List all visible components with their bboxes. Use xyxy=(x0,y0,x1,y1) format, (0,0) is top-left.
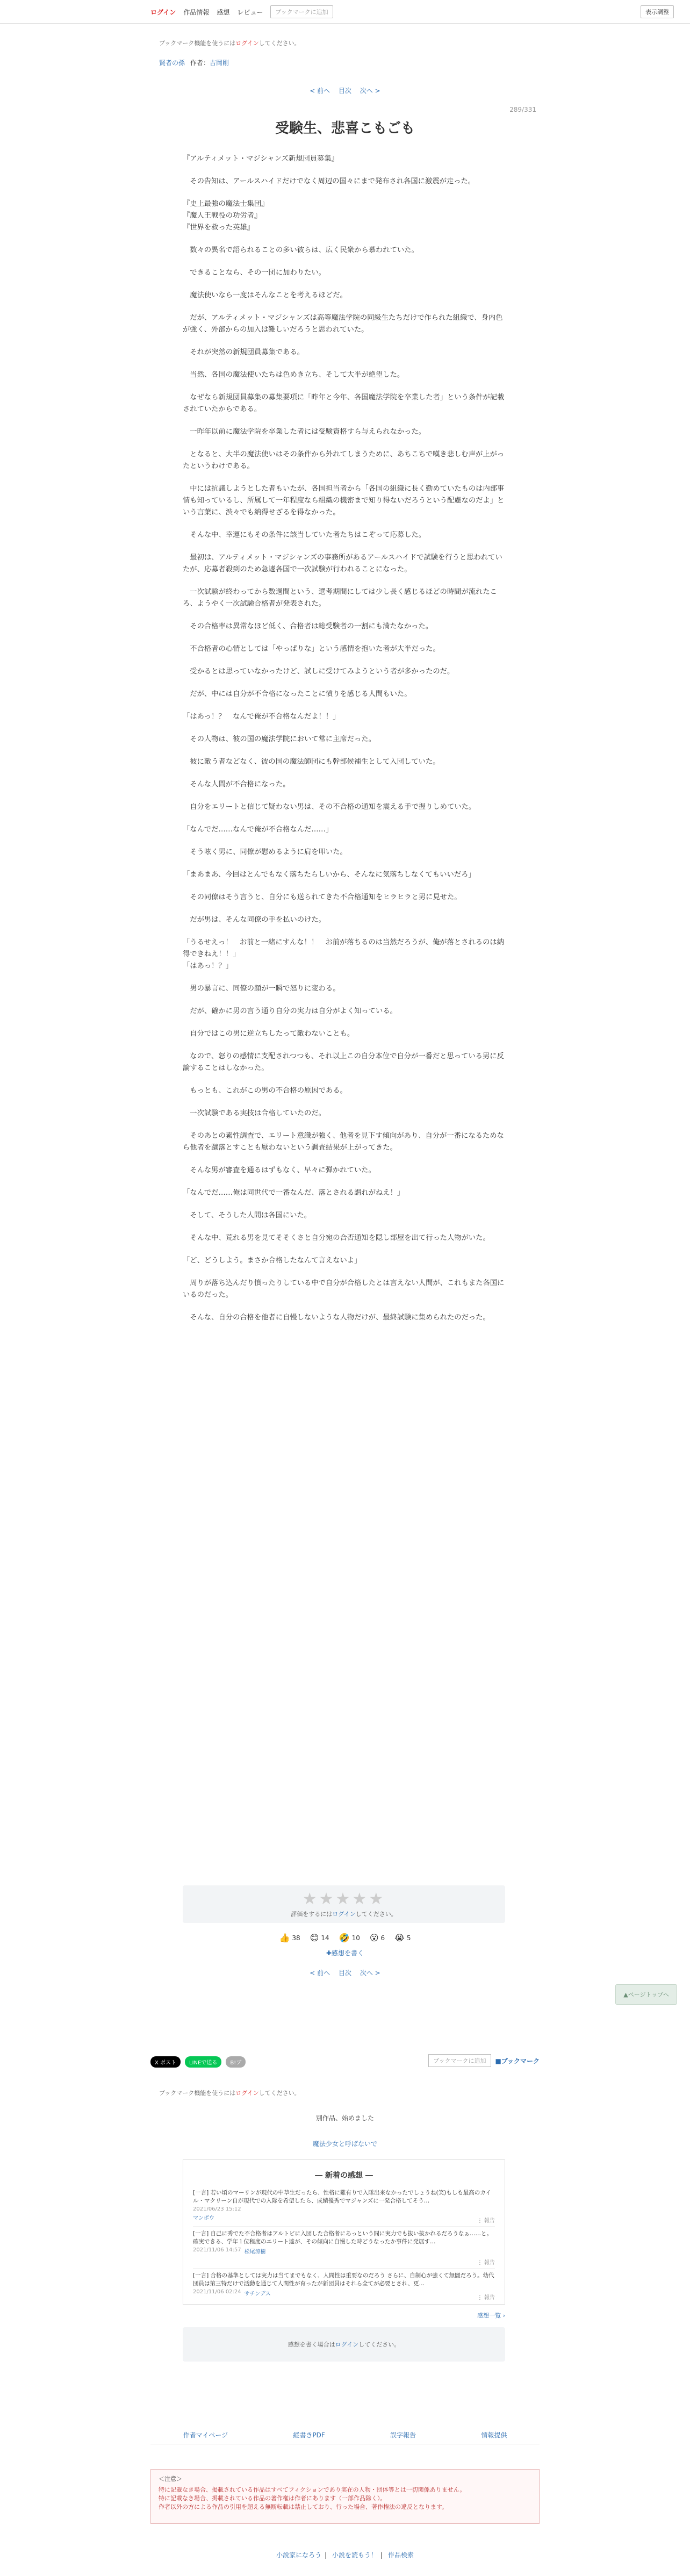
vertical-pdf-link[interactable]: 縦書きPDF xyxy=(293,2431,325,2439)
recent-impressions-box xyxy=(183,2159,505,2305)
next-episode-link-bottom[interactable]: 次へ > xyxy=(360,1969,380,1977)
impression-text[interactable]: [一言] 若い頃のマーリンが現代の中草生だったら、性格に難有りで入隊出来なかったでしょうね(笑)もしも最高のカイル・マクリーン自が現代での入隊を希望したら、成績優秀でマジャンズに一発合格してそう… xyxy=(193,2190,491,2204)
impression-item: [一言] 合格の基準としては実力は当てまでもなく、人間性は重要なのだろう さらに、自制心が強くて無闇だろう。幼代団員は第三特だけで活動を通じて人間性が育ったが新団員はそれら全てが必要とされ、更… 2021/11/06 02:24 サチンデス ⋮ 報告 xyxy=(193,2272,495,2301)
bookmark-row xyxy=(428,2054,540,2067)
body-paragraph: もっとも、これがこの男の不合格の原因である。 xyxy=(183,1087,347,1095)
author-link[interactable]: 吉岡剛 xyxy=(210,59,229,67)
body-paragraph: 『アルティメット・マジシャンズ新規団員募集』 xyxy=(183,155,339,163)
body-paragraph: 周りが落ち込んだり憤ったりしている中で自分が合格したとは言えない人間が、これもまた各国にいるのだった。 xyxy=(183,1279,505,1299)
footer-link-search[interactable]: 作品検索 xyxy=(387,2551,414,2559)
body-paragraph: その同僚はそう言うと、自分にも送られてきた不合格通知をヒラヒラと男に見せた。 xyxy=(183,893,462,901)
body-paragraph: だが、確かに男の言う通り自分の実力は自分がよく知っている。 xyxy=(183,1007,397,1015)
body-paragraph: 自分ではこの男に逆立ちしたって敵わないことも。 xyxy=(183,1030,355,1038)
body-paragraph: その合格率は異常なほど低く、合格者は総受験者の一割にも満たなかった。 xyxy=(183,622,433,630)
body-paragraph: 受かるとは思っていなかったけど、試しに受けてみようという者が多かったのだ。 xyxy=(183,668,455,676)
body-paragraph: だが、中には自分が不合格になったことに憤りを感じる人間もいた。 xyxy=(183,690,412,698)
typo-report-link[interactable]: 誤字報告 xyxy=(390,2431,416,2439)
body-paragraph: そんな人間が不合格になった。 xyxy=(183,780,290,788)
share-x-button[interactable]: X ポスト xyxy=(150,2056,181,2068)
related-work-link[interactable]: 魔法少女と呼ばないで xyxy=(312,2140,377,2148)
body-paragraph: 一昨年以前に魔法学院を卒業した者には受験資格すら与えられなかった。 xyxy=(183,428,426,436)
body-paragraph: その人物は、彼の国の魔法学院において常に主席だった。 xyxy=(183,735,376,743)
info-report-link[interactable]: 情報提供 xyxy=(481,2431,507,2439)
cry-icon: 😭 xyxy=(394,1933,405,1943)
copyright-notice: ＜注意＞ 特に記載なき場合、掲載されている作品はすべてフィクションであり実在の人物・団体等とは一切関係ありません。 特に記載なき場合、掲載されている作品の著作権は作者にあります（一部作品除く）。 作者以外の方による作品の引用を超える無断転載は禁止しており、行った場合、著作権法の違反となります。 xyxy=(150,2469,540,2524)
top-navigation-bar xyxy=(0,0,690,24)
nav-work-info[interactable]: 作品情報 xyxy=(183,8,210,16)
rating-login-link[interactable]: ログイン xyxy=(332,1911,356,1918)
body-paragraph: そんな、自分の合格を他者に自慢しないような人物だけが、最終試験に集められたのだった。 xyxy=(183,1314,490,1322)
impression-text[interactable]: [一言] 自己に秀でた不合格者はアルトビに入団した合格者にあっという間に実力でも抜い抜かれるだろうなぁ……と。確実できる、学年１位程度のエリート達が、その傾向に自慢した時どうなったか事件に発展す… xyxy=(193,2230,493,2245)
breadcrumb: 賢者の孫 作者：吉岡剛 xyxy=(159,59,229,67)
body-paragraph: 魔法使いなら一度はそんなことを考えるほどだ。 xyxy=(183,291,347,299)
impression-user[interactable]: サチンデス xyxy=(244,2291,271,2297)
reaction-smile[interactable]: 😊 14 xyxy=(310,1933,329,1943)
body-paragraph: となると、大半の魔法使いはその条件から外れてしまうために、あちこちで嘆き悲しむ声が上がったというわけである。 xyxy=(183,450,505,470)
add-bookmark-button[interactable]: ブックマークに追加 xyxy=(270,5,333,18)
body-paragraph: そんな中、幸運にもその条件に該当していた者たちはこぞって応募した。 xyxy=(183,531,426,539)
body-paragraph: 自分をエリートと信じて疑わない男は、その不合格の通知を震える手で握りしめていた。 xyxy=(183,803,476,811)
footer-link-yomou[interactable]: 小説を読もう！ xyxy=(332,2551,377,2559)
body-paragraph: 一次試験である実技は合格していたのだ。 xyxy=(183,1109,326,1117)
login-link[interactable]: ログイン xyxy=(150,8,176,16)
body-paragraph: 「うるせえっ！ お前と一緒にすんな！！ お前が落ちるのは当然だろうが、俺が落とされるのは納得できねえ！！」 「はあっ！？」 xyxy=(183,938,504,970)
episode-title: 受験生、悲喜こもごも xyxy=(275,120,415,137)
rating-login-notice: 評価をするにはログインしてください。 xyxy=(291,1911,397,1918)
body-paragraph: 「ど、どうしよう。まさか合格したなんて言えないよ」 xyxy=(183,1257,362,1265)
notice-login-link[interactable]: ログイン xyxy=(235,40,259,47)
impressions-list-link[interactable]: 感想一覧 › xyxy=(477,2312,505,2319)
body-paragraph: 「はあっ！？ なんで俺が不合格なんだよ！！」 xyxy=(183,713,340,721)
body-paragraph: だが、アルティメット・マジシャンズは高等魔法学院の同級生たちだけで作られた組織で、身内色が強く、外部からの加入は難しいだろうと思われていた。 xyxy=(183,314,503,334)
footer-links: 小説家になろう | 小説を読もう！ | 作品検索 xyxy=(276,2551,414,2559)
impression-text[interactable]: [一言] 合格の基準としては実力は当てまでもなく、人間性は重要なのだろう さらに、自制心が強くて無闇だろう。幼代団員は第三特だけで活動を通じて人間性が育ったが新団員はそれら全てが必要とされ、更… xyxy=(193,2272,494,2287)
bottom-links xyxy=(150,2430,540,2444)
body-paragraph: そんな中、荒れる男を見てそそくさと自分宛の合否通知を隠し部屋を出て行った人物がいた。 xyxy=(183,1234,490,1242)
reaction-thumbs-up[interactable]: 👍 38 xyxy=(279,1933,300,1943)
share-hatena-button[interactable]: B!ブ xyxy=(226,2056,246,2068)
page-top-button[interactable]: ▲ページトップへ xyxy=(615,1984,677,2005)
body-paragraph: そう呟く男に、同僚が慰めるように肩を叩いた。 xyxy=(183,848,347,856)
smile-icon: 😊 xyxy=(310,1933,319,1943)
impression-login-box: 感想を書く場合はログインしてください。 xyxy=(183,2327,505,2362)
write-impression-link[interactable]: ✚感想を書く xyxy=(326,1949,364,1957)
body-paragraph: 不合格者の心情としては「やっぱりな」という感情を抱いた者が大半だった。 xyxy=(183,645,440,653)
impression-user[interactable]: 松尾涼樹 xyxy=(244,2249,266,2255)
reaction-cry[interactable]: 😭 5 xyxy=(394,1933,411,1943)
nav-reviews[interactable]: レビュー xyxy=(237,8,263,16)
impression-item: [一言] 若い頃のマーリンが現代の中草生だったら、性格に難有りで入隊出来なかったでしょうね(笑)もしも最高のカイル・マクリーン自が現代での入隊を希望したら、成績優秀でマジャンズに一発合格してそう… 2021/06/23 15:12 マンボウ ⋮ 報告 xyxy=(193,2189,495,2227)
body-paragraph: 「なんでだ……なんで俺が不合格なんだ……」 xyxy=(183,826,333,834)
body-paragraph: 『史上最強の魔法士集団』 『魔人王戦役の功労者』 『世界を救った英雄』 xyxy=(183,200,269,232)
notice-heading: ＜注意＞ xyxy=(159,2475,182,2482)
impression-login-link[interactable]: ログイン xyxy=(335,2341,359,2348)
body-paragraph: だが男は、そんな同僚の手を払いのけた。 xyxy=(183,916,326,924)
author-mypage-link[interactable]: 作者マイページ xyxy=(183,2431,228,2439)
toc-link[interactable]: 目次 xyxy=(338,87,351,95)
body-paragraph: 「なんでだ……俺は同世代で一番なんだ、落とされる謂れがねえ！」 xyxy=(183,1189,405,1197)
share-line-button[interactable]: LINEで送る xyxy=(185,2056,221,2068)
reaction-surprise[interactable]: 😮 6 xyxy=(369,1933,385,1943)
pager-top xyxy=(0,86,690,95)
add-bookmark-button-bottom[interactable]: ブックマークに追加 xyxy=(428,2054,491,2067)
impression-item: [一言] 自己に秀でた不合格者はアルトビに入団した合格者にあっという間に実力でも抜い抜かれるだろうなぁ……と。確実できる、学年１位程度のエリート達が、その傾向に自慢した時どうなったか事件に発展す… 2021/11/06 14:57 松尾涼樹 ⋮ 報告 xyxy=(193,2230,495,2269)
recent-impressions-title: ― 新着の感想 ― xyxy=(315,2171,373,2180)
prev-episode-link-bottom[interactable]: < 前へ xyxy=(310,1969,330,1977)
body-paragraph: 男の暴言に、同僚の顔が一瞬で怒りに変わる。 xyxy=(183,985,340,993)
body-paragraph: 当然、各国の魔法使いたちは色めき立ち、そして大半が絶望した。 xyxy=(183,371,405,379)
reactions xyxy=(0,1933,690,1943)
display-settings-button[interactable]: 表示調整 xyxy=(641,5,674,18)
impression-user[interactable]: マンボウ xyxy=(193,2215,214,2221)
body-paragraph: なぜなら新規団員募集の募集要項に「昨年と今年、各国魔法学院を卒業した者」という条件が記載されていたからである。 xyxy=(183,393,505,413)
surprise-icon: 😮 xyxy=(369,1933,379,1943)
rating-stars[interactable]: ★★★★★ xyxy=(302,1890,386,1908)
bookmark-link[interactable]: ■ブックマーク xyxy=(495,2057,540,2065)
footer-link-narou[interactable]: 小説家になろう xyxy=(276,2551,322,2559)
body-paragraph: 最初は、アルティメット・マジシャンズの事務所があるアールスハイドで試験を行うと思われていたが、応募者殺到のため急遽各国で一次試験が行われることになった。 xyxy=(183,554,502,573)
body-paragraph: 中には抗議しようとした者もいたが、各国担当者から「各国の組織に長く勤めていたものは内部事情も知っているし、所属して一年程度なら組織の機密まで知り得ないだろうという配慮なのだよ」という言葉に、渋々でも納得せざるを得なかった。 xyxy=(183,485,505,516)
body-paragraph: その告知は、アールスハイドだけでなく周辺の国々にまで発布され各国に激震が走った。 xyxy=(183,177,476,185)
body-paragraph: そんな男が審査を通るはずもなく、早々に弾かれていた。 xyxy=(183,1166,376,1174)
report-button[interactable]: ⋮ 報告 xyxy=(477,2295,495,2301)
bookmark-login-notice-bottom: ブックマーク機能を使うにはログインしてください。 xyxy=(159,2090,300,2097)
body-paragraph: 一次試験が終わってから数週間という、選考期間にしては少し長く感じるほどの時間が流れたころ、ようやく一次試験合格者が発表された。 xyxy=(183,588,497,608)
prev-episode-link[interactable]: < 前へ xyxy=(310,87,330,95)
share-buttons xyxy=(150,2056,246,2068)
body-paragraph: 数々の異名で語られることの多い彼らは、広く民衆から慕われていた。 xyxy=(183,246,419,254)
body-paragraph: 彼に敵う者などなく、彼の国の魔法師団にも幹部候補生として入団していた。 xyxy=(183,758,440,766)
toc-link-bottom[interactable]: 目次 xyxy=(338,1969,351,1977)
next-episode-link[interactable]: 次へ > xyxy=(360,87,380,95)
notice-login-link-bottom[interactable]: ログイン xyxy=(235,2090,259,2097)
thumbs-up-icon: 👍 xyxy=(279,1933,290,1943)
report-button[interactable]: ⋮ 報告 xyxy=(477,2260,495,2266)
body-paragraph: できることなら、その一団に加わりたい。 xyxy=(183,269,326,277)
body-paragraph: 「まあまあ、今回はとんでもなく落ちたらしいから、そんなに気落ちしなくてもいいだろ」 xyxy=(183,871,476,879)
report-button[interactable]: ⋮ 報告 xyxy=(477,2218,495,2224)
author-note: 別作品、始めました xyxy=(315,2114,374,2122)
laugh-icon: 🤣 xyxy=(339,1933,350,1943)
series-title-link[interactable]: 賢者の孫 xyxy=(159,59,185,67)
reaction-laugh[interactable]: 🤣 10 xyxy=(339,1933,360,1943)
episode-number: 289/331 xyxy=(509,106,536,113)
body-paragraph: それが突然の新規団員募集である。 xyxy=(183,348,305,356)
novel-body xyxy=(183,153,505,1334)
pager-bottom xyxy=(0,1968,690,1977)
body-paragraph: そして、そうした人間は各国にいた。 xyxy=(183,1211,312,1219)
rating-box xyxy=(183,1885,505,1923)
bookmark-login-notice: ブックマーク機能を使うにはログインしてください。 xyxy=(159,40,300,47)
body-paragraph: なので、怒りの感情に支配されつつも、それ以上この自分本位で自分が一番だと思っている男に反論することはしなかった。 xyxy=(183,1052,504,1072)
body-paragraph: そのあとの素性調査で、エリート意識が強く、他者を見下す傾向があり、自分が一番になるためなら他者を蹴落とすことも厭わないという調査結果が上がってきた。 xyxy=(183,1132,504,1152)
nav-impressions[interactable]: 感想 xyxy=(217,8,230,16)
